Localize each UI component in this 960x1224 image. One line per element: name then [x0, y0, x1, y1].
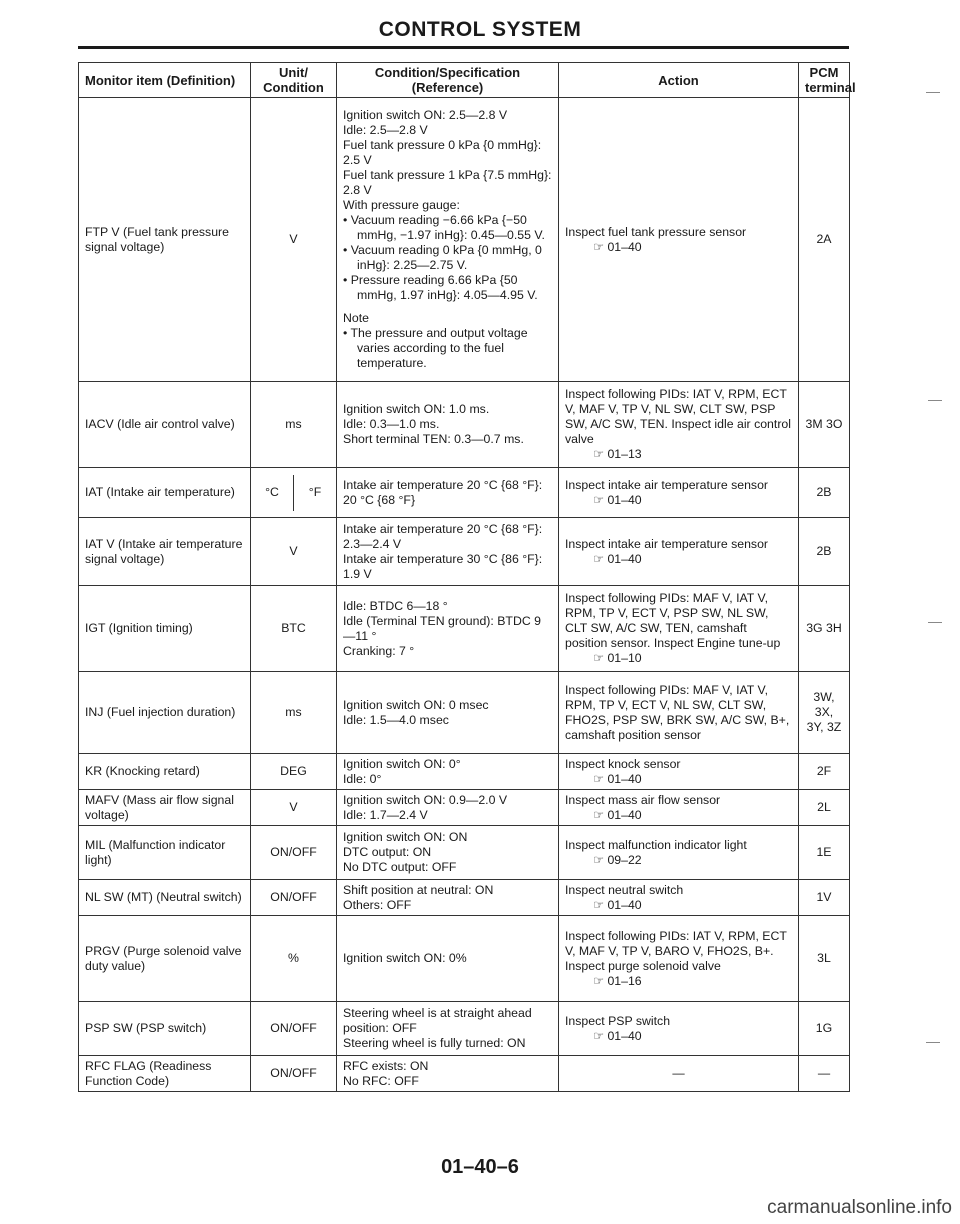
action-text: Inspect following PIDs: MAF V, IAT V, RPM, TP V, ECT V, PSP SW, NL SW, CLT SW, A/C SW, TEN, camshaft position sensor. Inspect Engine tune-up	[565, 591, 781, 650]
monitor-item: MAFV (Mass air flow signal voltage)	[79, 790, 251, 826]
condition-bullet: • Pressure reading 6.66 kPa {50 mmHg, 1.97 inHg}: 4.05—4.95 V.	[343, 273, 538, 302]
table-row	[79, 826, 850, 880]
manual-reference: ☞ 01–13	[593, 447, 642, 461]
condition-line: Others: OFF	[343, 897, 412, 912]
title-rule	[78, 46, 849, 49]
manual-reference: ☞ 01–40	[593, 807, 642, 822]
condition-spec	[337, 880, 559, 916]
unit: ON/OFF	[251, 1056, 337, 1092]
action-text: Inspect intake air temperature sensor	[565, 536, 769, 551]
manual-reference: ☞ 01–40	[593, 771, 642, 786]
table-row	[79, 916, 850, 1002]
table-row	[79, 672, 850, 754]
condition-line: Intake air temperature 20 °C {68 °F}: 2.3—2.4 V	[343, 521, 543, 551]
condition-spec	[337, 790, 559, 826]
margin-mark	[928, 622, 942, 623]
condition-line: Ignition switch ON: 0.9—2.0 V	[343, 792, 508, 807]
manual-reference: ☞ 01–40	[593, 1028, 642, 1043]
page-title: CONTROL SYSTEM	[378, 18, 582, 41]
condition-line: Cranking: 7 °	[343, 643, 415, 658]
unit: ms	[251, 382, 337, 468]
condition-line: Idle: 0°	[343, 771, 382, 786]
unit: ms	[251, 672, 337, 754]
pcm-terminal: 1G	[799, 1002, 850, 1056]
condition-spec	[337, 826, 559, 880]
monitor-item: FTP V (Fuel tank pressure signal voltage)	[79, 98, 251, 382]
pcm-terminal: 1E	[799, 826, 850, 880]
condition-line: Steering wheel is at straight ahead position: OFF	[343, 1006, 532, 1035]
margin-mark	[926, 1042, 940, 1043]
condition-spec	[337, 672, 559, 754]
condition-line: No RFC: OFF	[343, 1073, 419, 1088]
page-number: 01–40–6	[441, 1156, 519, 1178]
condition-line: Ignition switch ON: 2.5—2.8 V	[343, 108, 508, 122]
action-text: Inspect fuel tank pressure sensor	[565, 224, 747, 239]
action-text: Inspect following PIDs: MAF V, IAT V, RPM, TP V, ECT V, NL SW, CLT SW, FHO2S, PSP SW, BRK SW, A/C SW, B+, camshaft position sensor	[565, 682, 790, 742]
pcm-terminal: 2L	[799, 790, 850, 826]
pcm-terminal: 1V	[799, 880, 850, 916]
manual-reference: ☞ 01–16	[593, 973, 642, 988]
condition-line: RFC exists: ON	[343, 1058, 429, 1073]
monitor-item: INJ (Fuel injection duration)	[79, 672, 251, 754]
action	[559, 382, 799, 468]
unit: DEG	[251, 754, 337, 790]
action	[559, 672, 799, 754]
unit-celsius: °C	[265, 485, 279, 499]
note-title: Note	[343, 311, 369, 325]
action-text: Inspect mass air flow sensor	[565, 792, 721, 807]
condition-spec	[337, 468, 559, 518]
monitor-item: PSP SW (PSP switch)	[79, 1002, 251, 1056]
action-text: —	[672, 1066, 685, 1080]
condition-spec	[337, 1002, 559, 1056]
condition-line: Idle: 1.5—4.0 msec	[343, 712, 449, 727]
condition-bullet: • Vacuum reading 0 kPa {0 mmHg, 0 inHg}: 2.25—2.75 V.	[343, 243, 542, 272]
pcm-terminal: 3M 3O	[799, 382, 850, 468]
action	[559, 880, 799, 916]
condition-line: Steering wheel is fully turned: ON	[343, 1036, 526, 1050]
condition-bullet: • Vacuum reading −6.66 kPa {−50 mmHg, −1.97 inHg}: 0.45—0.55 V.	[343, 213, 545, 242]
condition-spec	[337, 586, 559, 672]
action	[559, 1056, 799, 1092]
table-row	[79, 382, 850, 468]
unit: BTC	[251, 586, 337, 672]
condition-line: Idle: 1.7—2.4 V	[343, 807, 428, 822]
action	[559, 826, 799, 880]
monitor-item: IACV (Idle air control valve)	[79, 382, 251, 468]
condition-line: With pressure gauge:	[343, 198, 460, 212]
condition-line: Shift position at neutral: ON	[343, 882, 494, 897]
pcm-terminal: 2F	[799, 754, 850, 790]
condition-line: DTC output: ON	[343, 845, 432, 859]
action-text: Inspect knock sensor	[565, 756, 681, 771]
unit	[251, 468, 337, 518]
table-row	[79, 790, 850, 826]
condition-line: Idle: 0.3—1.0 ms.	[343, 417, 440, 431]
condition-spec	[337, 98, 559, 382]
table-row	[79, 1002, 850, 1056]
manual-reference: ☞ 01–40	[593, 897, 642, 912]
monitor-item: IGT (Ignition timing)	[79, 586, 251, 672]
pcm-terminal: 2A	[799, 98, 850, 382]
condition-line: Idle: 2.5—2.8 V	[343, 123, 428, 137]
condition-line: Idle (Terminal TEN ground): BTDC 9—11 °	[343, 613, 541, 643]
manual-reference: ☞ 01–10	[593, 651, 642, 665]
col-header-monitor-item: Monitor item (Definition)	[79, 63, 251, 98]
col-header-action: Action	[559, 63, 799, 98]
monitor-item: MIL (Malfunction indicator light)	[79, 826, 251, 880]
watermark: carmanualsonline.info	[767, 1197, 952, 1218]
table-row	[79, 518, 850, 586]
pcm-terminal: 3L	[799, 916, 850, 1002]
condition-line: Fuel tank pressure 0 kPa {0 mmHg}: 2.5 V	[343, 138, 542, 167]
pcm-terminal: 2B	[799, 518, 850, 586]
unit: V	[251, 98, 337, 382]
margin-mark	[928, 400, 942, 401]
condition-spec	[337, 916, 559, 1002]
unit: V	[251, 518, 337, 586]
pcm-terminal: —	[799, 1056, 850, 1092]
note-bullet: • The pressure and output voltage varies according to the fuel temperature.	[343, 326, 528, 370]
pcm-terminal: 3W, 3X, 3Y, 3Z	[799, 672, 850, 754]
condition-line: Ignition switch ON: 0 msec	[343, 697, 489, 712]
unit: ON/OFF	[251, 880, 337, 916]
unit-fahrenheit: °F	[293, 475, 336, 511]
condition-line: Short terminal TEN: 0.3—0.7 ms.	[343, 432, 524, 446]
condition-line: No DTC output: OFF	[343, 860, 457, 874]
monitor-item: NL SW (MT) (Neutral switch)	[79, 880, 251, 916]
monitor-item: KR (Knocking retard)	[79, 754, 251, 790]
condition-spec	[337, 518, 559, 586]
action	[559, 98, 799, 382]
monitor-item: IAT V (Intake air temperature signal voltage)	[79, 518, 251, 586]
margin-mark	[926, 92, 940, 93]
condition-line: Fuel tank pressure 1 kPa {7.5 mmHg}: 2.8 V	[343, 168, 552, 197]
action-text: Inspect intake air temperature sensor	[565, 477, 769, 492]
condition-spec	[337, 754, 559, 790]
unit: ON/OFF	[251, 1002, 337, 1056]
manual-reference: ☞ 09–22	[593, 852, 642, 867]
action	[559, 790, 799, 826]
condition-line: Idle: BTDC 6—18 °	[343, 598, 448, 613]
table-row	[79, 586, 850, 672]
monitor-item: PRGV (Purge solenoid valve duty value)	[79, 916, 251, 1002]
pcm-terminal: 2B	[799, 468, 850, 518]
action-text: Inspect following PIDs: IAT V, RPM, ECT V, MAF V, TP V, NL SW, CLT SW, PSP SW, A/C SW, TEN. Inspect idle air control valve	[565, 387, 791, 446]
condition-spec	[337, 382, 559, 468]
action	[559, 916, 799, 1002]
table-row	[79, 468, 850, 518]
condition-line: Ignition switch ON: 0°	[343, 756, 461, 771]
table-row	[79, 880, 850, 916]
manual-reference: ☞ 01–40	[593, 239, 642, 254]
col-header-unit: Unit/ Condition	[251, 63, 337, 98]
condition-line: Ignition switch ON: 0%	[343, 951, 467, 965]
unit: V	[251, 790, 337, 826]
table-row	[79, 98, 850, 382]
condition-line: Intake air temperature 20 °C {68 °F}: 20 °C {68 °F}	[343, 477, 543, 507]
action	[559, 1002, 799, 1056]
condition-line: Intake air temperature 30 °C {86 °F}: 1.9 V	[343, 551, 543, 581]
col-header-pcm-terminal: PCM terminal	[799, 63, 850, 98]
monitor-item: IAT (Intake air temperature)	[79, 468, 251, 518]
col-header-condition: Condition/Specification (Reference)	[337, 63, 559, 98]
monitor-spec-table	[78, 62, 856, 1092]
monitor-item: RFC FLAG (Readiness Function Code)	[79, 1056, 251, 1092]
action-text: Inspect neutral switch	[565, 882, 684, 897]
unit: %	[251, 916, 337, 1002]
action-text: Inspect PSP switch	[565, 1013, 671, 1028]
pcm-terminal: 3G 3H	[799, 586, 850, 672]
action	[559, 468, 799, 518]
table-header-row	[79, 63, 850, 98]
condition-line: Ignition switch ON: ON	[343, 830, 468, 844]
condition-spec	[337, 1056, 559, 1092]
table-row	[79, 1056, 850, 1092]
action	[559, 586, 799, 672]
action-text: Inspect malfunction indicator light	[565, 837, 747, 852]
action-text: Inspect following PIDs: IAT V, RPM, ECT V, MAF V, TP V, BARO V, FHO2S, B+. Inspect purge solenoid valve	[565, 928, 787, 973]
action	[559, 754, 799, 790]
action	[559, 518, 799, 586]
unit: ON/OFF	[251, 826, 337, 880]
manual-reference: ☞ 01–40	[593, 492, 642, 507]
table-row	[79, 754, 850, 790]
condition-line: Ignition switch ON: 1.0 ms.	[343, 402, 490, 416]
manual-reference: ☞ 01–40	[593, 551, 642, 566]
